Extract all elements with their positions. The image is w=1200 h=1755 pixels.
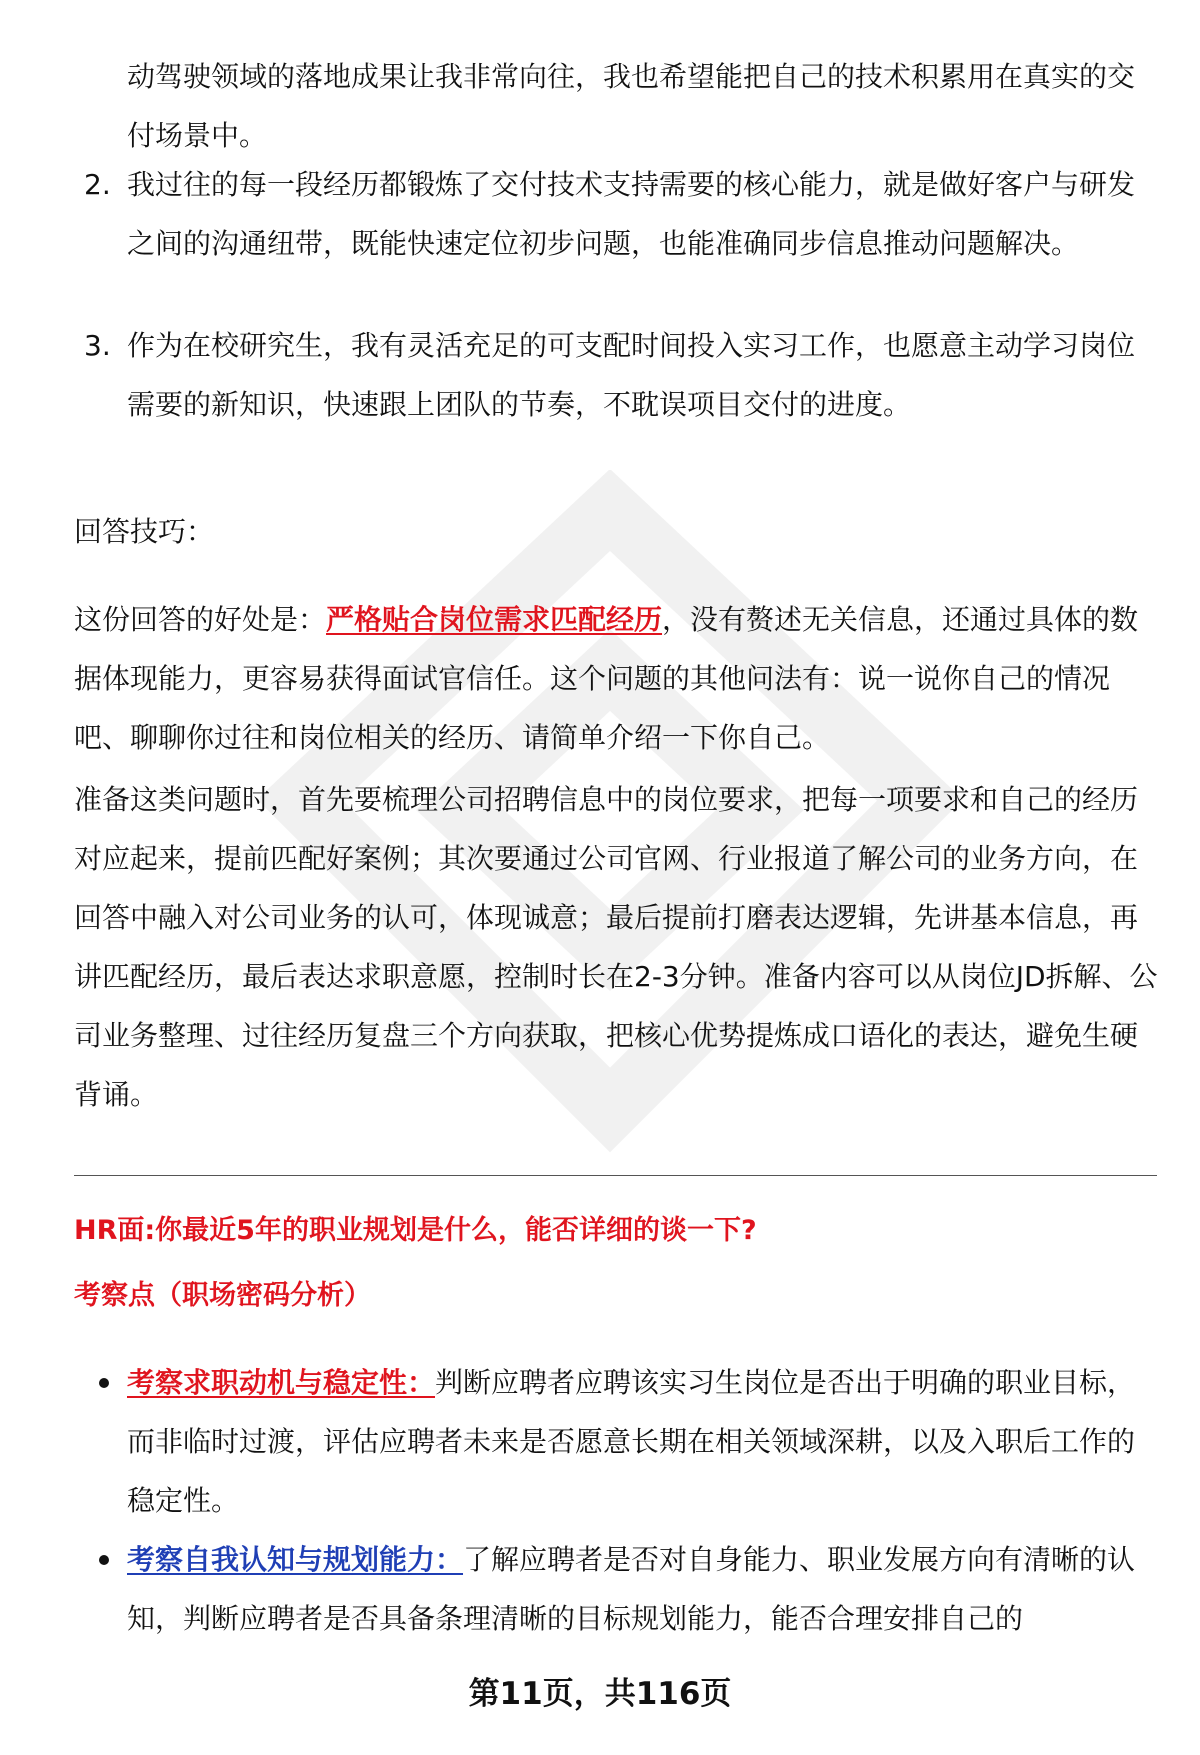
bullet-dot [99, 1555, 109, 1565]
bullet-item-1 [127, 1353, 1159, 1530]
tips-paragraph-2: 准备这类问题时，首先要梳理公司招聘信息中的岗位要求，把每一项要求和自己的经历对应起来，提前匹配好案例；其次要通过公司官网、行业报道了解公司的业务方向，在回答中融入对公司业务的认可，体现诚意；最后提前打磨表达逻辑，先讲基本信息，再讲匹配经历，最后表达求职意愿，控制时长在2-3分钟。准备内容可以从岗位JD拆解、公司业务整理、过往经历复盘三个方向获取，把核心优势提炼成口语化的表达，避免生硬背诵。 [74, 783, 1158, 1111]
bullet-1-text: 判断应聘者应聘该实习生岗位是否出于明确的职业目标，而非临时过渡，评估应聘者未来是否愿意长期在相关领域深耕，以及入职后工作的稳定性。 [127, 1366, 1136, 1517]
list-item-2-text: 我过往的每一段经历都锻炼了交付技术支持需要的核心能力，就是做好客户与研发之间的沟通纽带，既能快速定位初步问题，也能准确同步信息推动问题解决。 [127, 168, 1136, 260]
bullet-dot [99, 1378, 109, 1388]
section-divider [74, 1175, 1157, 1176]
tips-paragraph-1 [74, 590, 1159, 767]
bullet-2-label: 考察自我认知与规划能力： [127, 1543, 464, 1576]
bullet-2-text: 了解应聘者是否对自身能力、职业发展方向有清晰的认知，判断应聘者是否具备条理清晰的目标规划能力，能否合理安排自己的 [127, 1543, 1136, 1635]
tips-p1-prefix: 这份回答的好处是： [74, 603, 327, 636]
list-item-3-number: 3. [84, 329, 111, 362]
bullet-item-2 [127, 1530, 1159, 1648]
page-number-footer: 第11页，共116页 [468, 1676, 732, 1712]
assessment-points-title: 考察点（职场密码分析） [74, 1280, 371, 1311]
tips-p1-suffix: ，没有赘述无关信息，还通过具体的数据体现能力，更容易获得面试官信任。这个问题的其他问法有：说一说你自己的情况吧、聊聊你过往和岗位相关的经历、请简单介绍一下你自己。 [74, 603, 1139, 754]
tips-heading: 回答技巧： [74, 515, 215, 548]
hr-question-title: HR面:你最近5年的职业规划是什么，能否详细的谈一下? [74, 1215, 757, 1246]
list-item-3-text: 作为在校研究生，我有灵活充足的可支配时间投入实习工作，也愿意主动学习岗位需要的新知识，快速跟上团队的节奏，不耽误项目交付的进度。 [127, 329, 1136, 421]
list-item-2-number: 2. [84, 168, 111, 201]
list-item-1-continuation: 动驾驶领域的落地成果让我非常向往，我也希望能把自己的技术积累用在真实的交付场景中。 [127, 60, 1136, 152]
tips-p1-highlight: 严格贴合岗位需求匹配经历 [326, 603, 663, 636]
bullet-1-label: 考察求职动机与稳定性： [127, 1366, 436, 1399]
